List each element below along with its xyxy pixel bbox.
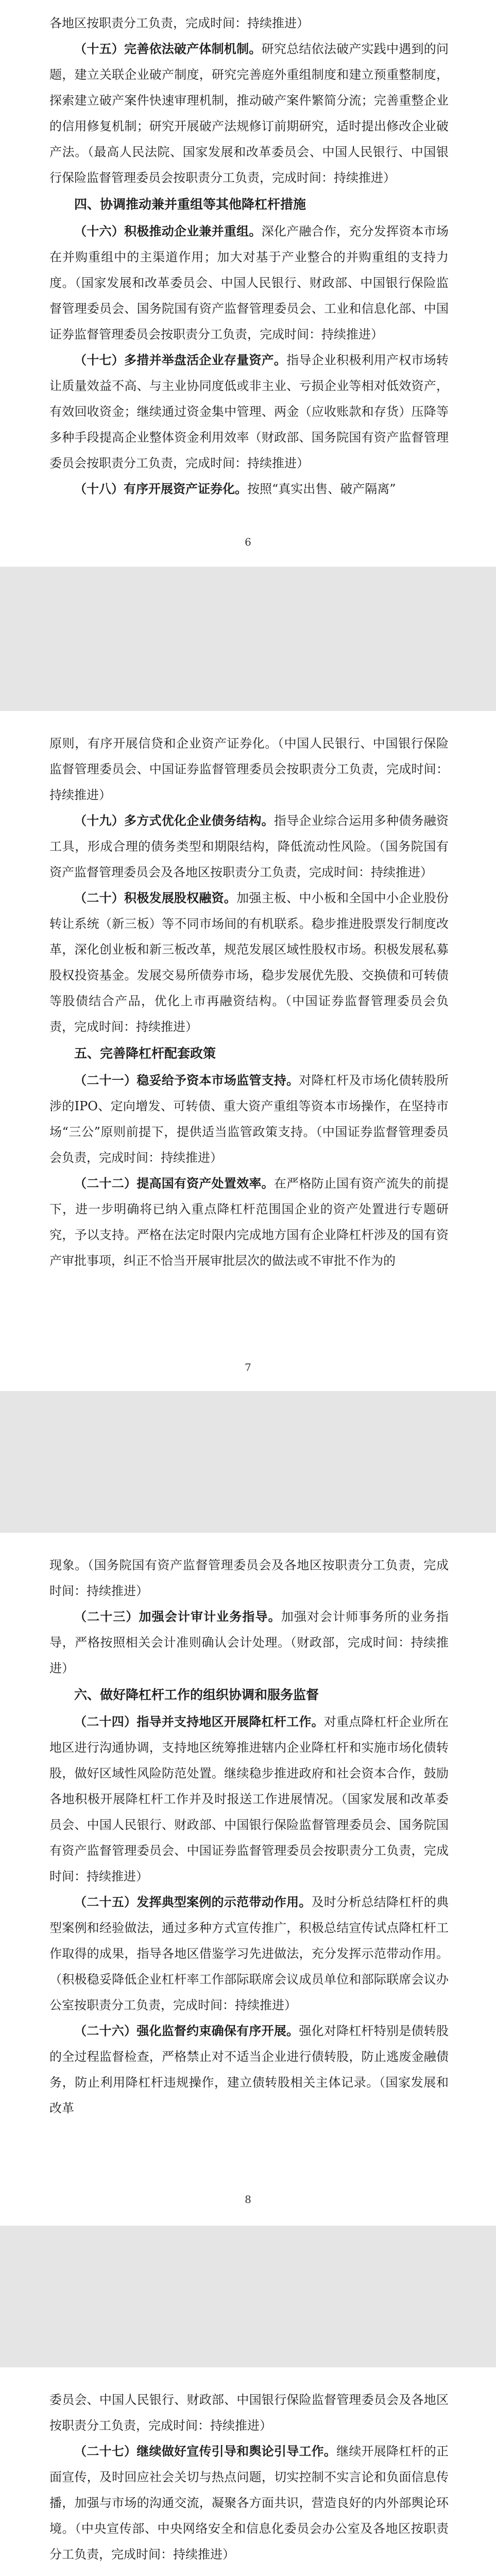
clause-lead: （二十三）加强会计审计业务指导。 bbox=[74, 1609, 281, 1624]
body-paragraph bbox=[49, 1709, 449, 1889]
paragraph-text: 指导企业综合运用多种债务融资工具，形成合理的债务类型和期限结构，降低流动性风险。（国务院国有资产监督管理委员会及各地区按职责分工负责，完成时间：持续推进） bbox=[49, 814, 449, 879]
body-paragraph bbox=[49, 1067, 449, 1171]
clause-lead: （十八）有序开展资产证券化。 bbox=[74, 481, 247, 496]
section-heading: 五、完善降杠杆配套政策 bbox=[74, 1046, 216, 1061]
paragraph-text: 研究总结依法破产实践中遇到的问题，建立关联企业破产制度，研究完善庭外重组制度和建立预重整制度，探索建立破产案件快速审理机制，推动破产案件繁简分流；完善重整企业的信用修复机制；研究开展破产法规修订前期研究，适时提出修改企业破产法。（最高人民法院、国家发展和改革委员会、中国人民银行、中国银行保险监督管理委员会按职责分工负责，完成时间：持续推进） bbox=[49, 42, 449, 185]
clause-lead: （二十七）继续做好宣传引导和舆论引导工作。 bbox=[74, 2444, 337, 2459]
paragraph-text: 继续开展降杠杆的正面宣传，及时回应社会关切与热点问题，切实控制不实言论和负面信息传播，加强与市场的沟通交流，凝聚各方面共识，营造良好的内外部舆论环境。（中央宣传部、中央网络安全和信息化委员会办公室及各地区按职责分工负责，完成时间：持续推进） bbox=[49, 2444, 449, 2562]
paragraph-text: 对降杠杆及市场化债转股所涉的IPO、定向增发、可转债、重大资产重组等资本市场操作，在坚持市场“三公”原则前提下，提供适当监管政策支持。（中国证券监督管理委员会负责，完成时间：持续推进） bbox=[49, 1073, 449, 1165]
body-paragraph bbox=[49, 808, 449, 885]
paragraph-text: 深化产融合作，充分发挥资本市场在并购重组中的主渠道作用；加大对基于产业整合的并购重组的支持力度。（国家发展和改革委员会、中国人民银行、财政部、中国银行保险监督管理委员会、国务院国有资产监督管理委员会、工业和信息化部、中国证券监督管理委员会按职责分工负责，完成时间：持续推进） bbox=[49, 224, 449, 342]
clause-lead: （十九）多方式优化企业债务结构。 bbox=[74, 813, 274, 828]
paragraph-text: 委员会、中国人民银行、财政部、中国银行保险监督管理委员会及各地区按职责分工负责，完成时间：持续推进） bbox=[49, 2393, 449, 2433]
paragraph-text: 按照“真实出售、破产隔离” bbox=[247, 482, 396, 496]
paragraph-text: 原则，有序开展信贷和企业资产证券化。（中国人民银行、中国银行保险监督管理委员会、中国证券监督管理委员会按职责分工负责，完成时间：持续推进） bbox=[49, 736, 449, 802]
clause-lead: （十七）多措并举盘活企业存量资产。 bbox=[74, 352, 287, 367]
clause-lead: （二十）积极发展股权融资。 bbox=[74, 890, 237, 905]
body-paragraph bbox=[49, 1552, 449, 1604]
paragraph-text: 加强对会计师事务所的业务指导，严格按照相关会计准则确认会计处理。（财政部，完成时间：持续推进） bbox=[49, 1609, 449, 1675]
paragraph-text: 及时分析总结降杠杆的典型案例和经验做法，通过多种方式宣传推广，积极总结宣传试点降杠杆工作取得的成果，指导各地区借鉴学习先进做法，充分发挥示范带动作用。（积极稳妥降低企业杠杆率工作部际联席会议成员单位和部际联席会议办公室按职责分工负责，完成时间：持续推进） bbox=[49, 1895, 449, 2012]
body-paragraph bbox=[49, 2018, 449, 2121]
body-paragraph bbox=[49, 1889, 449, 2018]
page-number: 7 bbox=[245, 1361, 251, 1374]
section-heading: 四、协调推动兼并重组等其他降杠杆措施 bbox=[74, 197, 306, 212]
body-paragraph bbox=[49, 218, 449, 347]
paragraph-text: 对重点降杠杆企业所在地区进行沟通协调，支持地区统筹推进辖内企业降杠杆和实施市场化债转股，做好区域性风险防范处置。继续稳步推进政府和社会资本合作，鼓励各地积极开展降杠杆工作并及时报送工作进展情况。（国家发展和改革委员会、中国人民银行、财政部、中国银行保险监督管理委员会、国务院国有资产监督管理委员会、中国证券监督管理委员会按职责分工负责，完成时间：持续推进） bbox=[49, 1715, 449, 1884]
clause-lead: （二十四）指导并支持地区开展降杠杆工作。 bbox=[74, 1714, 324, 1729]
body-paragraph bbox=[49, 885, 449, 1040]
clause-lead: （二十二）提高国有资产处置效率。 bbox=[74, 1176, 274, 1191]
section-heading: 六、做好降杠杆工作的组织协调和服务监督 bbox=[74, 1687, 319, 1702]
paragraph-text: 强化对降杠杆特别是债转股的全过程监督检查，严格禁止对不适当企业进行债转股，防止逃废金融债务，防止利用降杠杆违规操作，建立债转股相关主体记录。（国家发展和改革 bbox=[49, 2024, 449, 2115]
clause-lead: （二十六）强化监督约束确保有序开展。 bbox=[74, 2023, 299, 2038]
page-number: 6 bbox=[245, 536, 251, 548]
document-page bbox=[0, 711, 496, 1391]
page-number: 8 bbox=[245, 2193, 251, 2206]
paragraph-text: 现象。（国务院国有资产监督管理委员会及各地区按职责分工负责，完成时间：持续推进） bbox=[49, 1558, 449, 1598]
body-paragraph bbox=[49, 2387, 449, 2438]
clause-lead: （二十一）稳妥给予资本市场监管支持。 bbox=[74, 1073, 299, 1088]
body-paragraph bbox=[49, 10, 449, 36]
clause-lead: （二十五）发挥典型案例的示范带动作用。 bbox=[74, 1894, 312, 1909]
paragraph-text: 在严格防止国有资产流失的前提下，进一步明确将已纳入重点降杠杆范围国企业的资产处置进行专题研究，予以支持。严格在法定时限内完成地方国有企业降杠杆涉及的国有资产审批事项，纠正不恰当开展审批层次的做法或不审批不作为的 bbox=[49, 1176, 449, 1268]
body-paragraph bbox=[49, 2438, 449, 2567]
paragraph-text: 指导企业积极利用产权市场转让质量效益不高、与主业协同度低或非主业、亏损企业等相对低效资产，有效回收资金；继续通过资金集中管理、两金（应收账款和存货）压降等多种手段提高企业整体资金利用效率（财政部、国务院国有资产监督管理委员会按职责分工负责，完成时间：持续推进） bbox=[49, 353, 449, 470]
document-page bbox=[0, 2367, 496, 2576]
paragraph-text: 各地区按职责分工负责，完成时间：持续推进） bbox=[49, 16, 309, 30]
paragraph-text: 加强主板、中小板和全国中小企业股份转让系统（新三板）等不同市场间的有机联系。稳步推进股票发行制度改革，深化创业板和新三板改革，规范发展区域性股权市场。积极发展私募股权投资基金。发展交易所债券市场，稳步发展优先股、交换债和可转债等股债结合产品，优化上市再融资结构。（中国证券监督管理委员会负责，完成时间：持续推进） bbox=[49, 891, 449, 1034]
body-paragraph bbox=[49, 1604, 449, 1681]
document-page bbox=[0, 0, 496, 567]
body-paragraph bbox=[49, 731, 449, 808]
clause-lead: （十六）积极推动企业兼并重组。 bbox=[74, 224, 262, 239]
body-paragraph bbox=[49, 476, 449, 502]
body-paragraph bbox=[49, 36, 449, 191]
body-paragraph bbox=[49, 347, 449, 476]
clause-lead: （十五）完善依法破产体制机制。 bbox=[74, 41, 262, 56]
body-paragraph bbox=[49, 1171, 449, 1274]
document-page bbox=[0, 1533, 496, 2226]
